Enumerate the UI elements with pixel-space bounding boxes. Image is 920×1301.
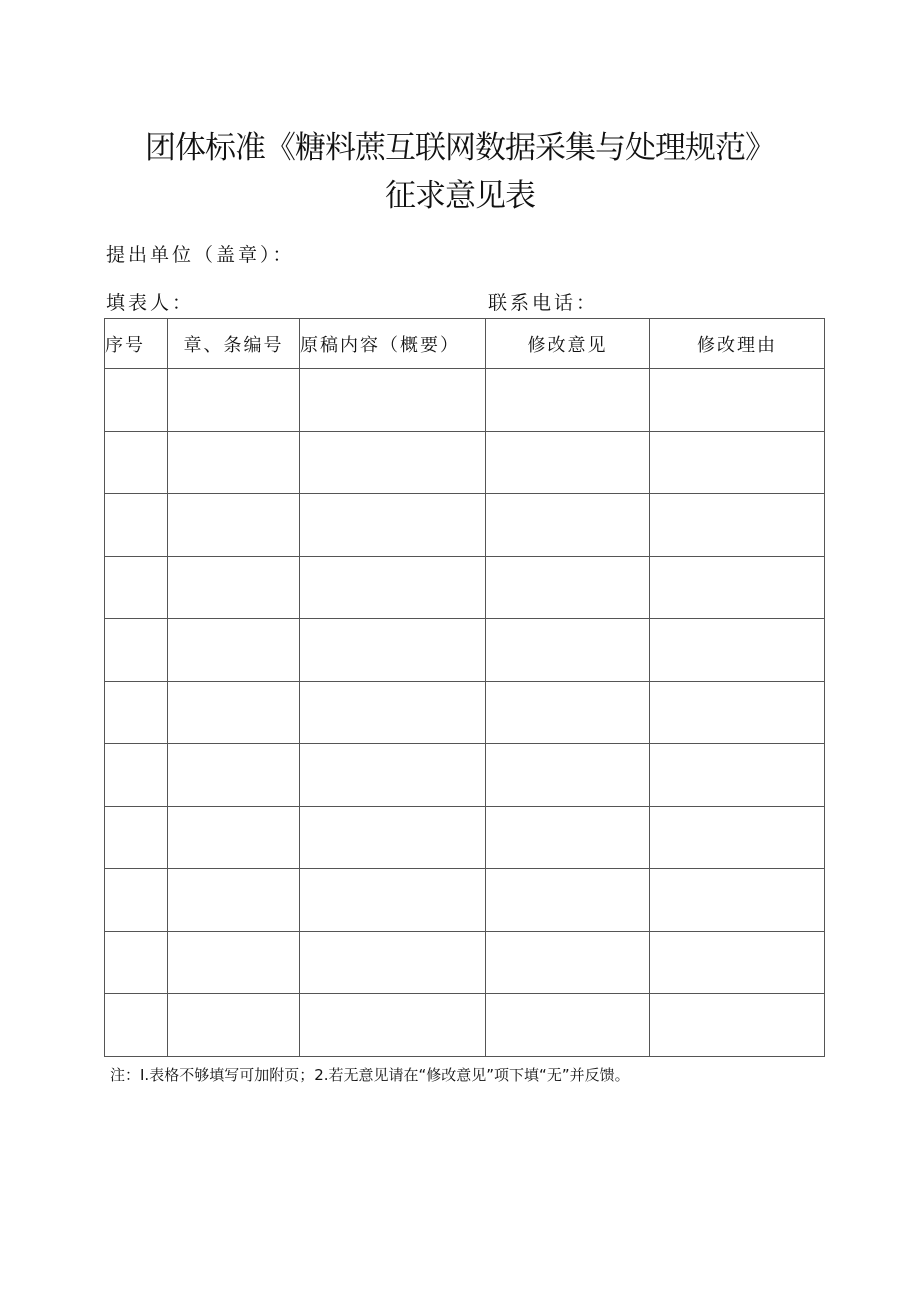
footnote: 注：I.表格不够填写可加附页；2.若无意见请在“修改意见”项下填“无”并反馈。: [110, 1066, 630, 1084]
phone-label: 联系电话：: [488, 292, 599, 314]
table-row: [105, 619, 825, 682]
cell-revision-opinion: [486, 369, 650, 432]
cell-revision-opinion: [486, 994, 650, 1057]
table-body: [105, 369, 825, 1057]
cell-revision-opinion: [486, 681, 650, 744]
cell-clause-number: [168, 369, 300, 432]
table-header-row: [105, 319, 825, 369]
cell-original-content: [300, 681, 486, 744]
cell-original-content: [300, 744, 486, 807]
cell-revision-opinion: [486, 931, 650, 994]
cell-revision-reason: [650, 681, 825, 744]
filler-label: 填表人：: [106, 292, 195, 314]
table-row: [105, 556, 825, 619]
cell-original-content: [300, 806, 486, 869]
cell-clause-number: [168, 869, 300, 932]
table-row: [105, 431, 825, 494]
cell-revision-opinion: [486, 869, 650, 932]
cell-original-content: [300, 494, 486, 557]
cell-serial-number: [105, 431, 168, 494]
cell-revision-reason: [650, 994, 825, 1057]
table-row: [105, 681, 825, 744]
cell-clause-number: [168, 744, 300, 807]
cell-revision-opinion: [486, 431, 650, 494]
cell-clause-number: [168, 681, 300, 744]
document-title: 团体标准《糖料蔗互联网数据采集与处理规范》: [145, 130, 775, 166]
cell-original-content: [300, 619, 486, 682]
cell-clause-number: [168, 431, 300, 494]
table-row: [105, 931, 825, 994]
table-row: [105, 806, 825, 869]
cell-revision-reason: [650, 494, 825, 557]
cell-original-content: [300, 369, 486, 432]
header-revision-reason: 修改理由: [650, 319, 825, 369]
cell-revision-opinion: [486, 619, 650, 682]
cell-revision-reason: [650, 556, 825, 619]
document-subtitle: 征求意见表: [385, 178, 535, 214]
cell-revision-reason: [650, 431, 825, 494]
cell-original-content: [300, 931, 486, 994]
cell-revision-opinion: [486, 806, 650, 869]
cell-clause-number: [168, 494, 300, 557]
cell-original-content: [300, 431, 486, 494]
cell-revision-reason: [650, 806, 825, 869]
cell-original-content: [300, 994, 486, 1057]
header-clause-number: 章、条编号: [168, 319, 300, 369]
feedback-table: [104, 318, 825, 1057]
cell-serial-number: [105, 494, 168, 557]
cell-revision-reason: [650, 931, 825, 994]
cell-original-content: [300, 869, 486, 932]
table-row: [105, 744, 825, 807]
cell-revision-reason: [650, 744, 825, 807]
table-row: [105, 994, 825, 1057]
cell-serial-number: [105, 369, 168, 432]
cell-revision-reason: [650, 369, 825, 432]
table-row: [105, 369, 825, 432]
cell-serial-number: [105, 994, 168, 1057]
cell-revision-reason: [650, 619, 825, 682]
cell-revision-reason: [650, 869, 825, 932]
table-row: [105, 869, 825, 932]
table-row: [105, 494, 825, 557]
cell-clause-number: [168, 556, 300, 619]
header-serial-number: 序号: [105, 319, 168, 369]
cell-original-content: [300, 556, 486, 619]
submitting-unit-label: 提出单位（盖章）：: [106, 244, 295, 266]
cell-serial-number: [105, 869, 168, 932]
cell-revision-opinion: [486, 556, 650, 619]
cell-revision-opinion: [486, 744, 650, 807]
cell-clause-number: [168, 994, 300, 1057]
header-original-content: 原稿内容（概要）: [300, 319, 486, 369]
cell-clause-number: [168, 619, 300, 682]
cell-serial-number: [105, 806, 168, 869]
cell-clause-number: [168, 806, 300, 869]
cell-clause-number: [168, 931, 300, 994]
header-revision-opinion: 修改意见: [486, 319, 650, 369]
cell-serial-number: [105, 931, 168, 994]
cell-serial-number: [105, 556, 168, 619]
cell-serial-number: [105, 619, 168, 682]
cell-serial-number: [105, 744, 168, 807]
cell-revision-opinion: [486, 494, 650, 557]
cell-serial-number: [105, 681, 168, 744]
